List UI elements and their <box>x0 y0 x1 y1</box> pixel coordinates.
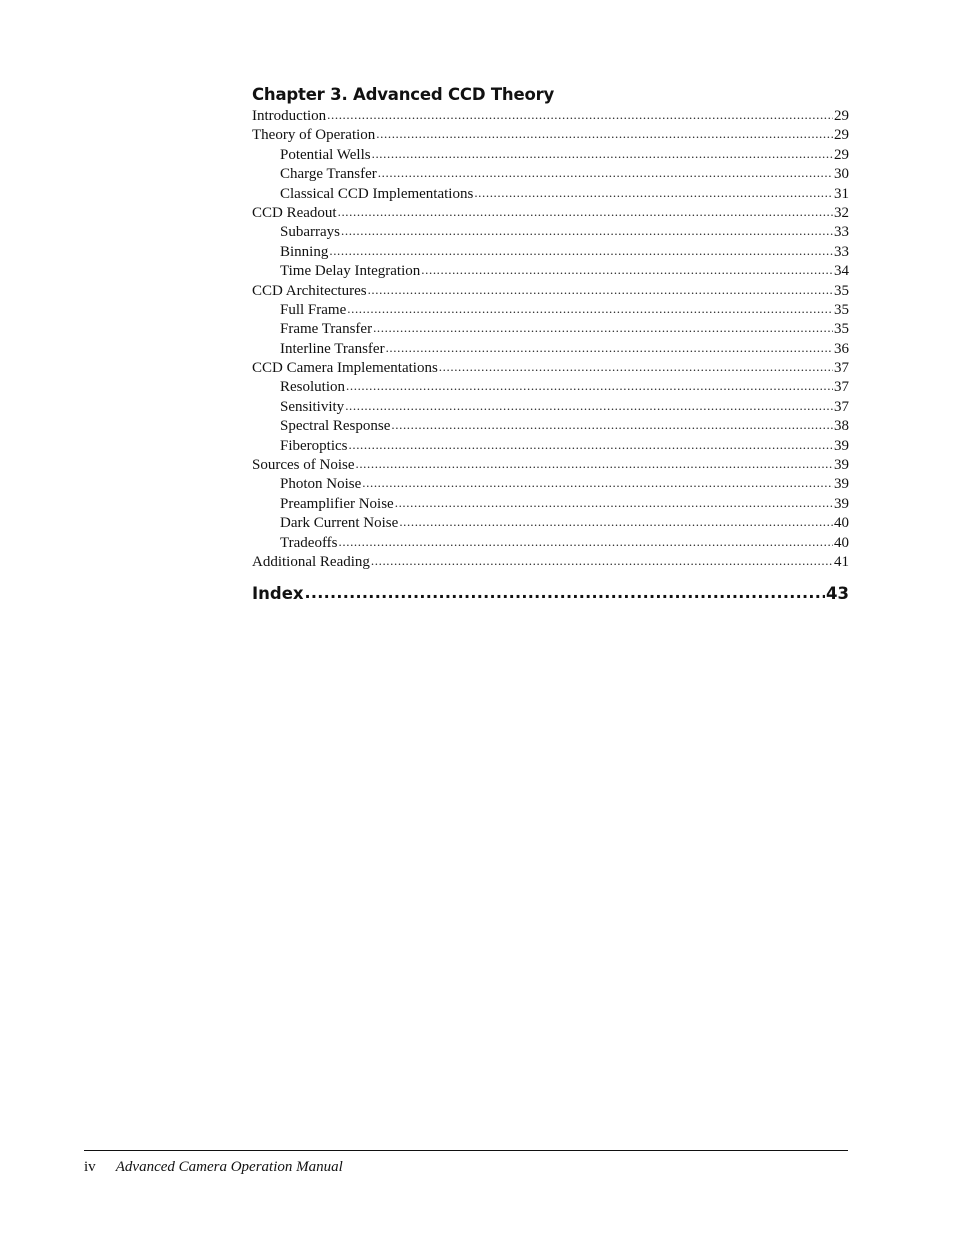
toc-entry[interactable] <box>252 358 849 377</box>
toc-entry-page: 39 <box>834 476 849 493</box>
dot-leader <box>371 551 833 571</box>
toc-entries <box>252 106 849 571</box>
dot-leader <box>399 512 833 532</box>
toc-entry[interactable] <box>252 222 849 241</box>
toc-entry[interactable] <box>252 203 849 222</box>
toc-entry[interactable] <box>252 300 849 319</box>
toc-entry-page: 30 <box>834 166 849 183</box>
toc-entry[interactable] <box>252 513 849 532</box>
footer-page-number: iv <box>84 1159 96 1175</box>
toc-entry-label: Resolution <box>280 379 346 396</box>
toc-entry-page: 33 <box>834 243 849 260</box>
dot-leader <box>347 299 833 319</box>
dot-leader <box>327 105 833 125</box>
toc-entry[interactable] <box>252 261 849 280</box>
dot-leader <box>305 582 826 604</box>
toc-entry-label: Sensitivity <box>280 398 345 415</box>
toc-entry[interactable] <box>252 474 849 493</box>
toc-entry-label: Charge Transfer <box>280 166 377 183</box>
toc-entry-page: 43 <box>826 584 849 604</box>
toc-entry[interactable] <box>252 455 849 474</box>
toc-entry-page: 35 <box>834 282 849 299</box>
toc-entry[interactable] <box>252 494 849 513</box>
toc-entry-label: Introduction <box>252 108 327 124</box>
toc-entry-label: CCD Camera Implementations <box>252 360 438 377</box>
toc-entry[interactable] <box>252 377 849 396</box>
toc-entry-label: Interline Transfer <box>280 340 385 357</box>
dot-leader <box>349 435 834 455</box>
footer-divider <box>84 1150 848 1151</box>
dot-leader <box>439 357 833 377</box>
toc-entry-page: 37 <box>834 379 849 396</box>
toc-entry[interactable] <box>252 533 849 552</box>
footer-manual-title: Advanced Camera Operation Manual <box>115 1159 343 1175</box>
dot-leader <box>339 532 833 552</box>
dot-leader <box>373 318 833 338</box>
toc-entry-page: 39 <box>834 437 849 454</box>
dot-leader <box>376 124 833 144</box>
toc-entry-page: 40 <box>834 534 849 551</box>
toc-entry-page: 36 <box>834 340 849 357</box>
toc-entry-page: 31 <box>834 185 849 202</box>
dot-leader <box>386 338 833 358</box>
toc-entry[interactable] <box>252 436 849 455</box>
toc-entry-label: Subarrays <box>280 224 340 241</box>
toc-entry[interactable] <box>252 125 849 144</box>
toc-entry-label: Photon Noise <box>280 476 362 493</box>
dot-leader <box>345 396 833 416</box>
toc-entry-label: Potential Wells <box>280 146 371 163</box>
toc-entry-page: 32 <box>834 204 849 221</box>
toc-entry-label: Frame Transfer <box>280 321 373 338</box>
toc-entry[interactable] <box>252 145 849 164</box>
toc-entry-index[interactable] <box>252 583 849 605</box>
toc-entry-page: 41 <box>834 553 849 570</box>
dot-leader <box>362 473 833 493</box>
page-footer <box>84 1157 343 1177</box>
dot-leader <box>421 260 833 280</box>
toc-entry-page: 29 <box>834 108 849 124</box>
toc-entry-label: Sources of Noise <box>252 457 355 474</box>
toc-entry[interactable] <box>252 397 849 416</box>
toc-entry-label: Tradeoffs <box>280 534 338 551</box>
toc-entry[interactable] <box>252 164 849 183</box>
toc-entry-label: Theory of Operation <box>252 127 376 144</box>
table-of-contents <box>252 84 849 605</box>
toc-entry-page: 39 <box>834 495 849 512</box>
dot-leader <box>372 144 833 164</box>
toc-entry-label: Preamplifier Noise <box>280 495 394 512</box>
toc-entry[interactable] <box>252 242 849 261</box>
toc-entry-page: 35 <box>834 301 849 318</box>
dot-leader <box>341 221 833 241</box>
dot-leader <box>355 454 833 474</box>
toc-entry[interactable] <box>252 319 849 338</box>
toc-entry-label: Classical CCD Implementations <box>280 185 474 202</box>
toc-entry-label: Binning <box>280 243 329 260</box>
toc-entry[interactable] <box>252 416 849 435</box>
dot-leader <box>338 202 833 222</box>
dot-leader <box>368 280 833 300</box>
toc-entry-page: 33 <box>834 224 849 241</box>
dot-leader <box>329 241 833 261</box>
dot-leader <box>346 376 833 396</box>
toc-entry[interactable] <box>252 552 849 571</box>
toc-entry[interactable] <box>252 339 849 358</box>
toc-entry-page: 29 <box>834 146 849 163</box>
dot-leader <box>378 163 833 183</box>
dot-leader <box>395 493 833 513</box>
toc-entry-label: Full Frame <box>280 301 347 318</box>
chapter-title[interactable]: Chapter 3. Advanced CCD Theory <box>252 85 555 104</box>
toc-entry-label: Additional Reading <box>252 553 370 570</box>
toc-entry-page: 35 <box>834 321 849 338</box>
toc-entry-label: Time Delay Integration <box>280 263 421 280</box>
toc-entry-label: Spectral Response <box>280 418 391 435</box>
toc-entry[interactable] <box>252 281 849 300</box>
toc-entry-page: 40 <box>834 515 849 532</box>
dot-leader <box>391 415 833 435</box>
dot-leader <box>474 183 833 203</box>
toc-entry-page: 38 <box>834 418 849 435</box>
toc-entry-page: 29 <box>834 127 849 144</box>
toc-entry-page: 39 <box>834 457 849 474</box>
toc-entry-page: 37 <box>834 360 849 377</box>
toc-entry-label: Dark Current Noise <box>280 515 399 532</box>
toc-entry-page: 34 <box>834 263 849 280</box>
toc-entry-label: Index <box>252 584 304 604</box>
toc-entry-label: CCD Architectures <box>252 282 367 299</box>
toc-entry-label: CCD Readout <box>252 204 337 221</box>
toc-entry-page: 37 <box>834 398 849 415</box>
toc-entry[interactable] <box>252 184 849 203</box>
toc-entry[interactable] <box>252 106 849 125</box>
toc-entry-label: Fiberoptics <box>280 437 348 454</box>
